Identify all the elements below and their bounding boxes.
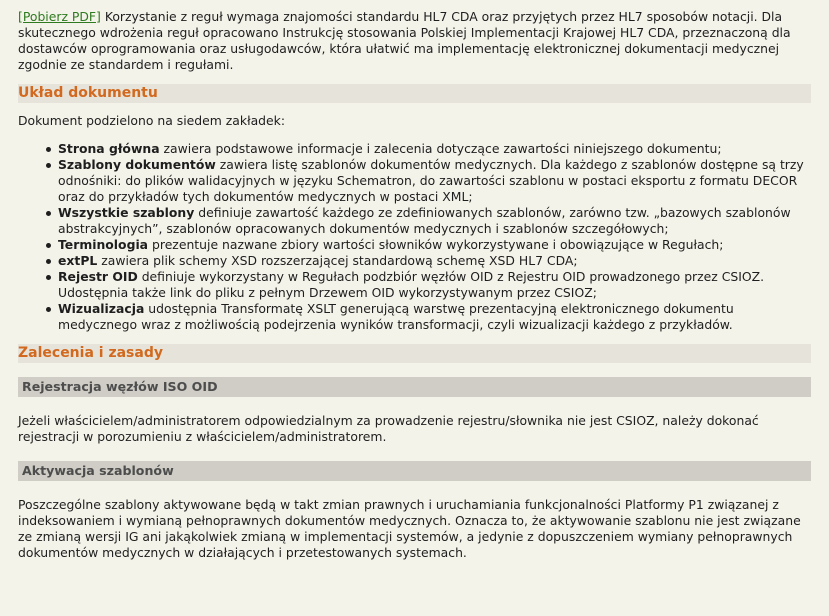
list-item: [58, 237, 811, 253]
list-item: [58, 205, 811, 237]
section-heading-rules: [18, 344, 811, 363]
layout-lead: Dokument podzielono na siedem zakładek:: [18, 113, 286, 128]
item-desc: udostępnia Transformatę XSLT generującą warstwę prezentacyjną elektronicznego dokumentu medycznego wraz z możliwością podejrzenia wyników transformacji, czyli wizualizacji każdego z przykładów.: [58, 301, 734, 332]
iso-oid-text: Jeżeli właścicielem/administratorem odpowiedzialnym za prowadzenie rejestru/słownika nie jest CSIOZ, należy dokonać rejestracji w porozumieniu z właścicielem/administratorem.: [18, 413, 759, 444]
subheading-iso-oid: Rejestracja węzłów ISO OID: [18, 377, 811, 397]
item-term: Szablony dokumentów: [58, 157, 216, 172]
item-term: extPL: [58, 253, 98, 268]
list-item: [58, 301, 811, 333]
item-term: Rejestr OID: [58, 269, 138, 284]
item-desc: prezentuje nazwane zbiory wartości słowników wykorzystywane i obowiązujące w Regułach;: [148, 237, 724, 252]
list-item: [58, 269, 811, 301]
subheading-templates-activation: Aktywacja szablonów: [18, 461, 811, 481]
item-term: Strona główna: [58, 141, 160, 156]
item-term: Wszystkie szablony: [58, 205, 195, 220]
intro-paragraph: [18, 9, 811, 73]
content-area: [18, 9, 811, 561]
intro-text: Korzystanie z reguł wymaga znajomości standardu HL7 CDA oraz przyjętych przez HL7 sposobów notacji. Dla skutecznego wdrożenia reguł opracowano Instrukcję stosowania Polskiej Implementacji Krajowej HL7 CDA, przeznaczoną dla dostawców oprogramowania oraz usługodawców, która ułatwić ma implementację elektronicznej dokumentacji medycznej zgodnie ze standardem i regułami.: [18, 9, 791, 72]
list-item: [58, 141, 811, 157]
item-desc: definiuje wykorzystany w Regułach podzbiór węzłów OID z Rejestru OID prowadzonego przez CSIOZ. Udostępnia także link do pliku z pełnym Drzewem OID wykorzystywanym przez CSIOZ;: [58, 269, 765, 300]
item-term: Wizualizacja: [58, 301, 145, 316]
item-desc: zawiera podstawowe informacje i zalecenia dotyczące zawartości niniejszego dokumentu;: [159, 141, 722, 156]
list-item: [58, 253, 811, 269]
section-heading-layout: [18, 84, 811, 103]
tabs-list: [18, 141, 811, 333]
templates-activation-text: Poszczególne szablony aktywowane będą w takt zmian prawnych i uruchamiania funkcjonalności Platformy P1 związanej z indeksowaniem i wymianą pełnoprawnych dokumentów medycznych. Oznacza to, że aktywowanie szablonu nie jest związane ze zmianą wersji IG ani jakąkolwiek zmianą w implementacji systemów, a jedynie z dopuszczeniem wymiany pełnoprawnych dokumentów medycznych w działających i przetestowanych systemach.: [18, 497, 801, 560]
download-pdf-link[interactable]: [Pobierz PDF]: [18, 9, 101, 24]
item-desc: zawiera listę szablonów dokumentów medycznych. Dla każdego z szablonów dostępne są trzy odnośniki: do plików walidacyjnych w języku Schematron, do zawartości szablonu w postaci eksportu z formatu DECOR oraz do przykładów tych dokumentów medycznych w postaci XML;: [58, 157, 804, 204]
section-title: Zalecenia i zasady: [18, 345, 163, 361]
item-term: Terminologia: [58, 237, 149, 252]
item-desc: zawiera plik schemy XSD rozszerzającej standardową schemę XSD HL7 CDA;: [97, 253, 578, 268]
list-item: [58, 157, 811, 205]
section-title: Układ dokumentu: [18, 85, 158, 101]
item-desc: definiuje zawartość każdego ze zdefiniowanych szablonów, zarówno tzw. „bazowych szablonów abstrakcyjnych”, szablonów opracowanych dokumentów medycznych i szablonów szczegółowych;: [58, 205, 791, 236]
